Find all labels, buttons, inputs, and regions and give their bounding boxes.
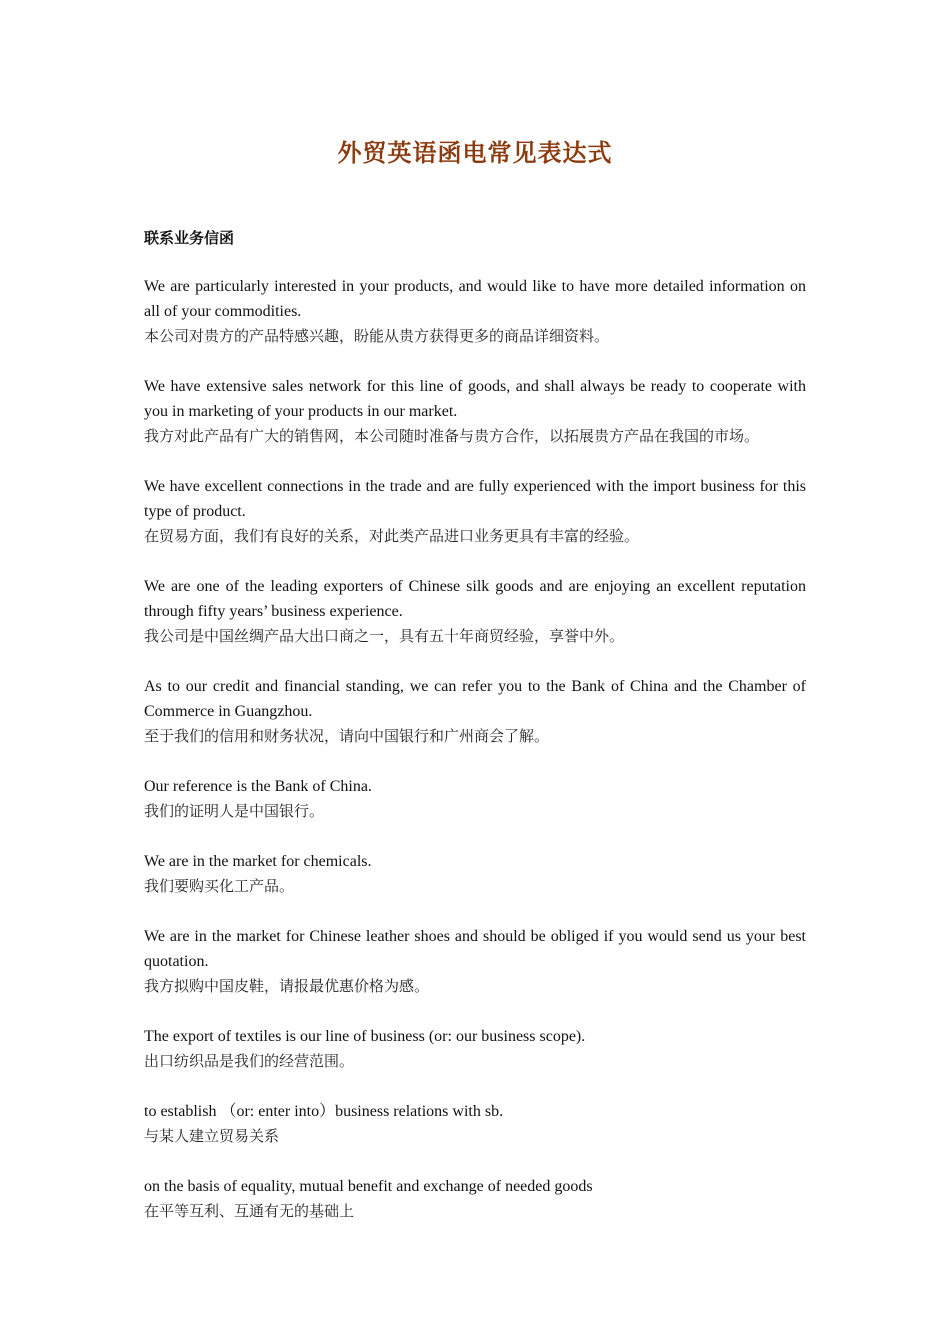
phrase-entry xyxy=(144,274,806,349)
phrase-entry xyxy=(144,374,806,449)
english-phrase: We are one of the leading exporters of Chinese silk goods and are enjoying an excellent reputation through fifty years’ business experience. xyxy=(144,578,806,620)
phrase-entry xyxy=(144,674,806,749)
chinese-translation: 至于我们的信用和财务状况，请向中国银行和广州商会了解。 xyxy=(144,727,550,745)
section-heading: 联系业务信函 xyxy=(144,229,235,247)
chinese-translation: 我方对此产品有广大的销售网，本公司随时准备与贵方合作，以拓展贵方产品在我国的市场。 xyxy=(144,427,760,445)
english-phrase: to establish （or: enter into）business relations with sb. xyxy=(144,1103,504,1120)
phrase-entry xyxy=(144,1024,806,1074)
english-phrase: We have excellent connections in the trade and are fully experienced with the import business for this type of product. xyxy=(144,478,806,520)
chinese-translation: 出口纺织品是我们的经营范围。 xyxy=(144,1052,355,1070)
english-phrase: The export of textiles is our line of business (or: our business scope). xyxy=(144,1028,586,1045)
english-phrase: We are particularly interested in your products, and would like to have more detailed information on all of your commodities. xyxy=(144,278,806,320)
chinese-translation: 我公司是中国丝绸产品大出口商之一，具有五十年商贸经验，享誉中外。 xyxy=(144,627,625,645)
chinese-translation: 我们要购买化工产品。 xyxy=(144,877,295,895)
phrase-entry xyxy=(144,924,806,999)
phrase-entry xyxy=(144,474,806,549)
english-phrase: We are in the market for chemicals. xyxy=(144,853,372,870)
chinese-translation: 我方拟购中国皮鞋，请报最优惠价格为感。 xyxy=(144,977,430,995)
phrase-entry xyxy=(144,849,806,899)
english-phrase: As to our credit and financial standing, we can refer you to the Bank of China and the Chamber of Commerce in Guangzhou. xyxy=(144,678,806,720)
phrase-entry xyxy=(144,574,806,649)
english-phrase: We have extensive sales network for this line of goods, and shall always be ready to cooperate with you in marketing of your products in our market. xyxy=(144,378,806,420)
phrase-entry xyxy=(144,774,806,824)
english-phrase: We are in the market for Chinese leather shoes and should be obliged if you would send us your best quotation. xyxy=(144,928,806,970)
chinese-translation: 在贸易方面，我们有良好的关系，对此类产品进口业务更具有丰富的经验。 xyxy=(144,527,640,545)
phrase-list xyxy=(144,274,806,1249)
chinese-translation: 与某人建立贸易关系 xyxy=(144,1127,280,1145)
chinese-translation: 本公司对贵方的产品特感兴趣，盼能从贵方获得更多的商品详细资料。 xyxy=(144,327,610,345)
phrase-entry xyxy=(144,1174,806,1224)
english-phrase: on the basis of equality, mutual benefit and exchange of needed goods xyxy=(144,1178,593,1195)
chinese-translation: 我们的证明人是中国银行。 xyxy=(144,802,325,820)
chinese-translation: 在平等互利、互通有无的基础上 xyxy=(144,1202,355,1220)
document-title: 外贸英语函电常见表达式 xyxy=(337,138,613,167)
phrase-entry xyxy=(144,1099,806,1149)
english-phrase: Our reference is the Bank of China. xyxy=(144,778,372,795)
